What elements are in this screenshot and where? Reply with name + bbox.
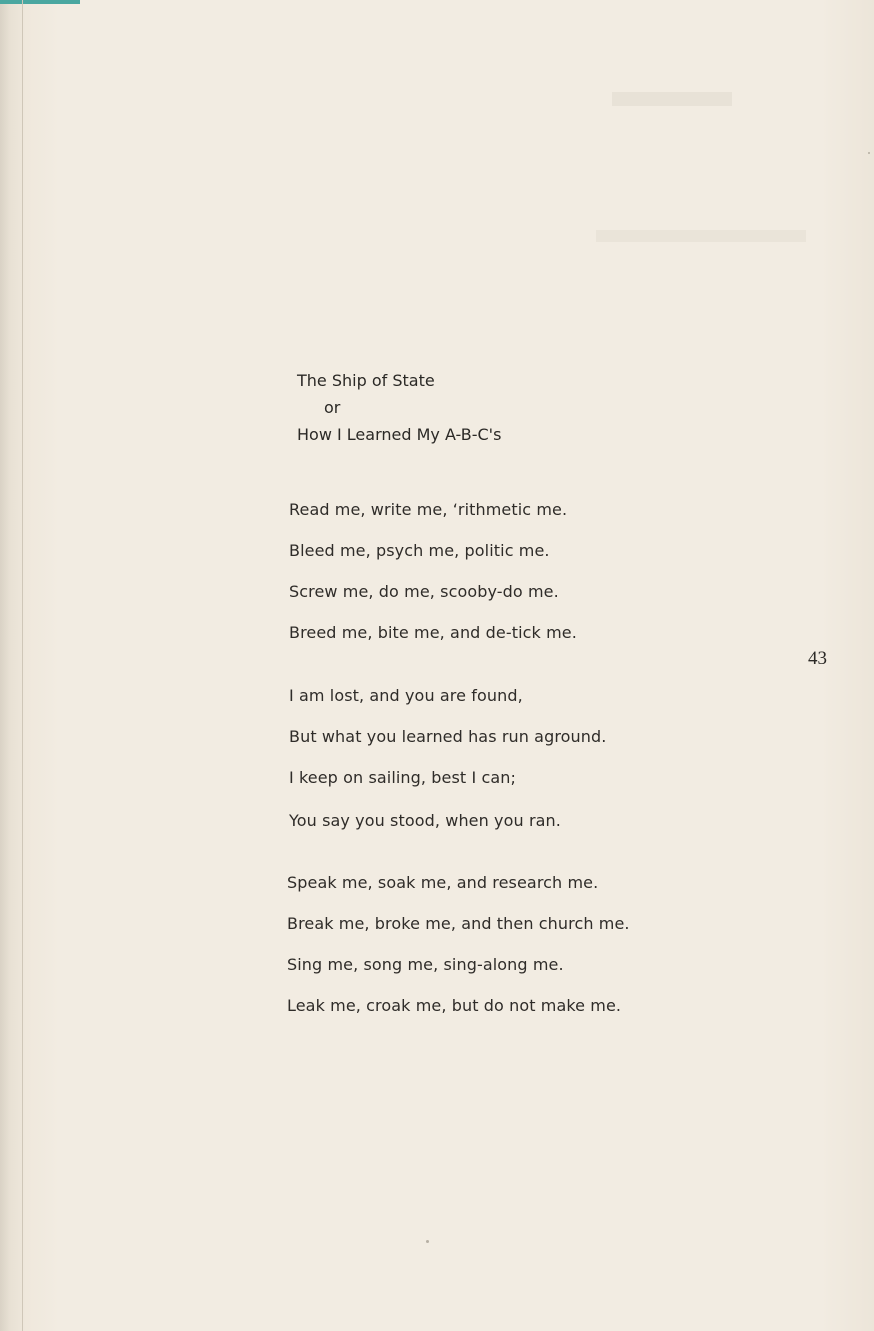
page-gutter [22,0,23,1331]
paper-speck [868,152,870,154]
poem-line: Leak me, croak me, but do not make me. [287,996,622,1015]
poem-title-or: or [324,398,341,417]
poem-title: The Ship of State [297,371,435,390]
poem-line: Bleed me, psych me, politic me. [289,541,550,560]
poem-line: But what you learned has run aground. [289,727,607,746]
bleed-through-mark [596,230,806,242]
poem-line: Break me, broke me, and then church me. [287,914,630,933]
scan-edge-accent [0,0,80,4]
poem-line: Speak me, soak me, and research me. [287,873,599,892]
paper-speck [426,1240,429,1243]
page-number: 43 [808,648,827,669]
bleed-through-mark [612,92,732,106]
poem-line: I am lost, and you are found, [289,686,523,705]
poem-subtitle: How I Learned My A-B-C's [297,425,502,444]
poem-line: I keep on sailing, best I can; [289,768,517,787]
poem-line: Screw me, do me, scooby-do me. [289,582,559,601]
poem-title-block [297,367,501,448]
poem-line: You say you stood, when you ran. [289,811,561,830]
poem-line: Sing me, song me, sing-along me. [287,955,564,974]
poem-line: Breed me, bite me, and de-tick me. [289,623,577,642]
poem-line: Read me, write me, ‘rithmetic me. [289,500,568,519]
